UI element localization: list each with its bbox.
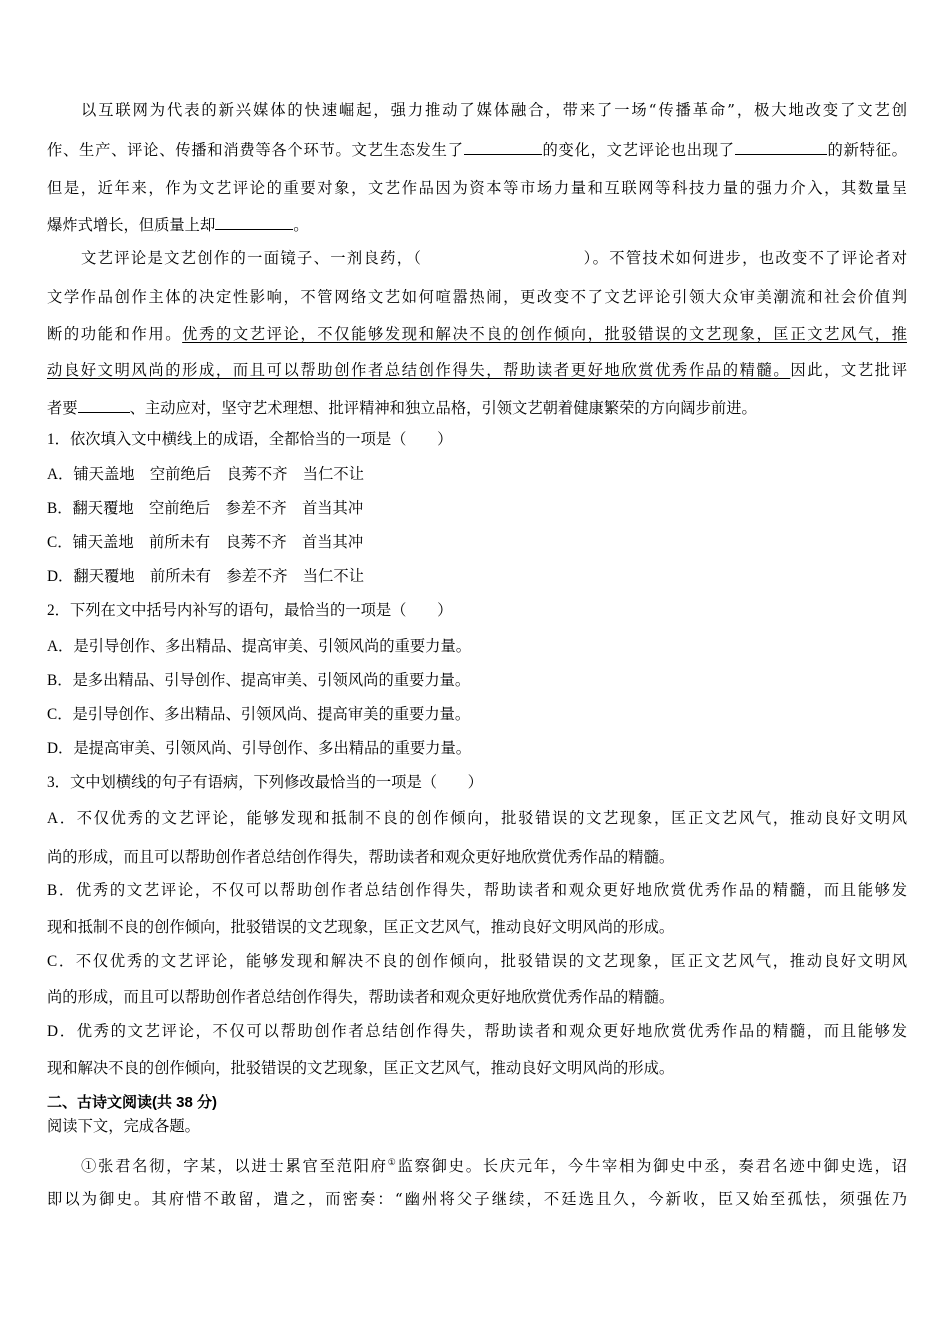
- q3-option-a-line2: 尚的形成，而且可以帮助创作者总结创作得失，帮助读者和观众更好地欣赏优秀作品的精髓。: [47, 849, 675, 866]
- fill-blank: [464, 138, 542, 155]
- q3-option-b-line2: 现和抵制不良的创作倾向，批驳错误的文艺现象，匡正文艺风气，推动良好文明风尚的形成。: [47, 919, 675, 936]
- q3-option-d-line1: D．优秀的文艺评论，不仅可以帮助创作者总结创作得失，帮助读者和观众更好地欣赏优秀作品的精髓，而且能够发: [47, 1023, 907, 1040]
- text: ①张君名彻，字某，以进士累官至范阳府: [81, 1157, 388, 1176]
- fill-blank: [78, 396, 130, 413]
- q1-option-c: C．铺天盖地 前所未有 良莠不齐 首当其冲: [47, 534, 364, 551]
- passage-line: [47, 138, 907, 164]
- underlined-sentence: 优秀的文艺评论，不仅能够发现和解决不良的创作倾向，批驳错误的文艺现象，匡正文艺风气，推: [182, 325, 907, 343]
- text: 作、生产、评论、传播和消费等各个环节。文艺生态发生了: [47, 141, 464, 159]
- passage-line: [47, 322, 907, 348]
- footnote-marker: ①: [387, 1158, 398, 1168]
- question-2-stem: 2．下列在文中括号内补写的语句，最恰当的一项是（ ）: [47, 602, 453, 619]
- passage-line: [81, 98, 907, 124]
- text: 的新特征。: [826, 141, 907, 159]
- fill-blank: [215, 213, 293, 230]
- q2-option-c: C．是引导创作、多出精品、引领风尚、提高审美的重要力量。: [47, 706, 471, 723]
- q3-option-a-line1: A．不仅优秀的文艺评论，能够发现和抵制不良的创作倾向，批驳错误的文艺现象，匡正文艺风气，推动良好文明风: [47, 810, 907, 827]
- text: 文艺评论是文艺创作的一面镜子、一剂良药，（: [81, 249, 423, 267]
- text: 以互联网为代表的新兴媒体的快速崛起，强力推动了媒体融合，带来了一场“传播革命”，极大地改变了文艺创: [81, 101, 907, 119]
- passage-line: [47, 1187, 907, 1213]
- passage-line: [81, 246, 907, 272]
- text: 断的功能和作用。: [47, 325, 183, 343]
- passage-line: [47, 358, 907, 384]
- fill-blank: [735, 138, 827, 155]
- text: ）。不管技术如何进步，也改变不了评论者对: [582, 249, 907, 267]
- passage-line: [47, 213, 907, 239]
- q3-option-c-line2: 尚的形成，而且可以帮助创作者总结创作得失，帮助读者和观众更好地欣赏优秀作品的精髓。: [47, 989, 675, 1006]
- text: 者要: [47, 399, 78, 417]
- text: 即以为御史。其府惜不敢留，遣之，而密奏：“幽州将父子继续，不廷选且久，今新收，臣又始至孤怯，须强佐乃: [47, 1190, 907, 1208]
- underlined-sentence: 动良好文明风尚的形成，而且可以帮助创作者总结创作得失，帮助读者更好地欣赏优秀作品的精髓。: [47, 361, 791, 379]
- text: 的变化，文艺评论也出现了: [541, 141, 735, 159]
- text: 爆炸式增长，但质量上却: [47, 216, 216, 234]
- q2-option-d: D．是提高审美、引领风尚、引导创作、多出精品的重要力量。: [47, 740, 472, 757]
- section-instruction: 阅读下文，完成各题。: [47, 1118, 200, 1135]
- passage-line: [47, 396, 907, 422]
- question-3-stem: 3．文中划横线的句子有语病，下列修改最恰当的一项是（ ）: [47, 774, 483, 791]
- q2-option-b: B．是多出精品、引导创作、提高审美、引领风尚的重要力量。: [47, 672, 471, 689]
- q3-option-b-line1: B．优秀的文艺评论，不仅可以帮助创作者总结创作得失，帮助读者和观众更好地欣赏优秀作品的精髓，而且能够发: [47, 882, 907, 899]
- passage-line: [81, 1151, 907, 1177]
- text: 、主动应对，坚守艺术理想、批评精神和独立品格，引领文艺朝着健康繁荣的方向阔步前进。: [129, 399, 757, 417]
- text: 文学作品创作主体的决定性影响，不管网络文艺如何喧嚣热闹，更改变不了文艺评论引领大众审美潮流和社会价值判: [47, 288, 907, 306]
- question-1-stem: 1．依次填入文中横线上的成语，全都恰当的一项是（ ）: [47, 431, 453, 448]
- text: 因此，文艺批评: [790, 361, 907, 379]
- q3-option-c-line1: C．不仅优秀的文艺评论，能够发现和解决不良的创作倾向，批驳错误的文艺现象，匡正文艺风气，推动良好文明风: [47, 953, 907, 970]
- text: 但是，近年来，作为文艺评论的重要对象，文艺作品因为资本等市场力量和互联网等科技力量的强力介入，其数量呈: [47, 179, 907, 197]
- passage-line: [47, 176, 907, 202]
- text: 。: [293, 216, 309, 234]
- q1-option-d: D．翻天覆地 前所未有 参差不齐 当仁不让: [47, 568, 364, 585]
- q1-option-a: A．铺天盖地 空前绝后 良莠不齐 当仁不让: [47, 466, 364, 483]
- q3-option-d-line2: 现和解决不良的创作倾向，批驳错误的文艺现象，匡正文艺风气，推动良好文明风尚的形成。: [47, 1060, 675, 1077]
- section-heading: 二、古诗文阅读(共 38 分): [47, 1094, 218, 1111]
- passage-line: [47, 285, 907, 311]
- q1-option-b: B．翻天覆地 空前绝后 参差不齐 首当其冲: [47, 500, 364, 517]
- q2-option-a: A．是引导创作、多出精品、提高审美、引领风尚的重要力量。: [47, 638, 472, 655]
- text: 监察御史。长庆元年，今牛宰相为御史中丞，奏君名迹中御史选，诏: [397, 1157, 907, 1176]
